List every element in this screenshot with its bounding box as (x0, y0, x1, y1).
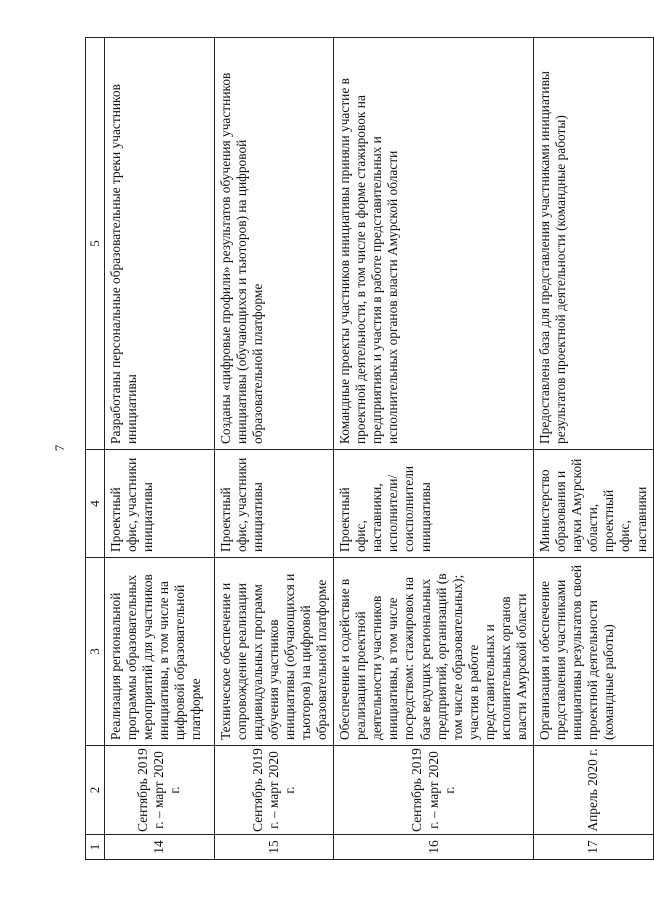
row-responsible: Министерство образования и науки Амурской области, проектный офис, наставники (534, 450, 654, 558)
rotated-page-content (85, 38, 649, 860)
row-activity: Организация и обеспечение представления участниками инициативы результатов своей проектной деятельности (командные работы) (534, 558, 654, 746)
row-date: Сентябрь 2019 г. – март 2020 г. (334, 746, 534, 835)
header-cell: 2 (86, 746, 105, 835)
activity-table (85, 37, 654, 860)
header-cell: 3 (86, 558, 105, 746)
table-row (214, 38, 334, 860)
row-result: Командные проекты участников инициативы приняли участие в проектной деятельности, в том числе в форме стажировок на предприятиях и участия в работе представительных и исполнительных органов власти Амурской области (334, 38, 534, 450)
row-number: 17 (534, 835, 654, 860)
header-cell: 5 (86, 38, 105, 450)
header-cell: 4 (86, 450, 105, 558)
row-date: Сентябрь 2019 г. – март 2020 г. (214, 746, 334, 835)
table-row (104, 38, 214, 860)
row-result: Предоставлена база для представления участниками инициативы результатов проектной деятельности (командные работы) (534, 38, 654, 450)
table-row (334, 38, 534, 860)
row-number: 16 (334, 835, 534, 860)
row-number: 14 (104, 835, 214, 860)
row-date: Апрель 2020 г. (534, 746, 654, 835)
row-result: Созданы «цифровые профили» результатов обучения участников инициативы (обучающихся и тьюторов) на цифровой образовательной платформе (214, 38, 334, 450)
header-cell: 1 (86, 835, 105, 860)
row-responsible: Проектный офис, участники инициативы (214, 450, 334, 558)
row-number: 15 (214, 835, 334, 860)
row-activity: Обеспечение и содействие в реализации проектной деятельности участников инициативы, в том числе посредством: стажировок на базе ведущих региональных предприятий, организаций (в том числе образовательных); участия в работе представительных и исполнительных органов власти Амурской области (334, 558, 534, 746)
row-date: Сентябрь 2019 г. – март 2020 г. (104, 746, 214, 835)
row-activity: Техническое обеспечение и сопровождение реализации индивидуальных программ обучения участников инициативы (обучающихся и тьюторов) на цифровой образовательной платформе (214, 558, 334, 746)
row-responsible: Проектный офис, наставники, исполнители/ соисполнители инициативы (334, 450, 534, 558)
row-activity: Реализация региональной программы образовательных мероприятий для участников инициативы, в том числе на цифровой образовательной платформе (104, 558, 214, 746)
row-responsible: Проектный офис, участники инициативы (104, 450, 214, 558)
row-result: Разработаны персональные образовательные треки участников инициативы (104, 38, 214, 450)
header-row (86, 38, 105, 860)
table-row (534, 38, 654, 860)
page-number: 7 (52, 444, 67, 452)
